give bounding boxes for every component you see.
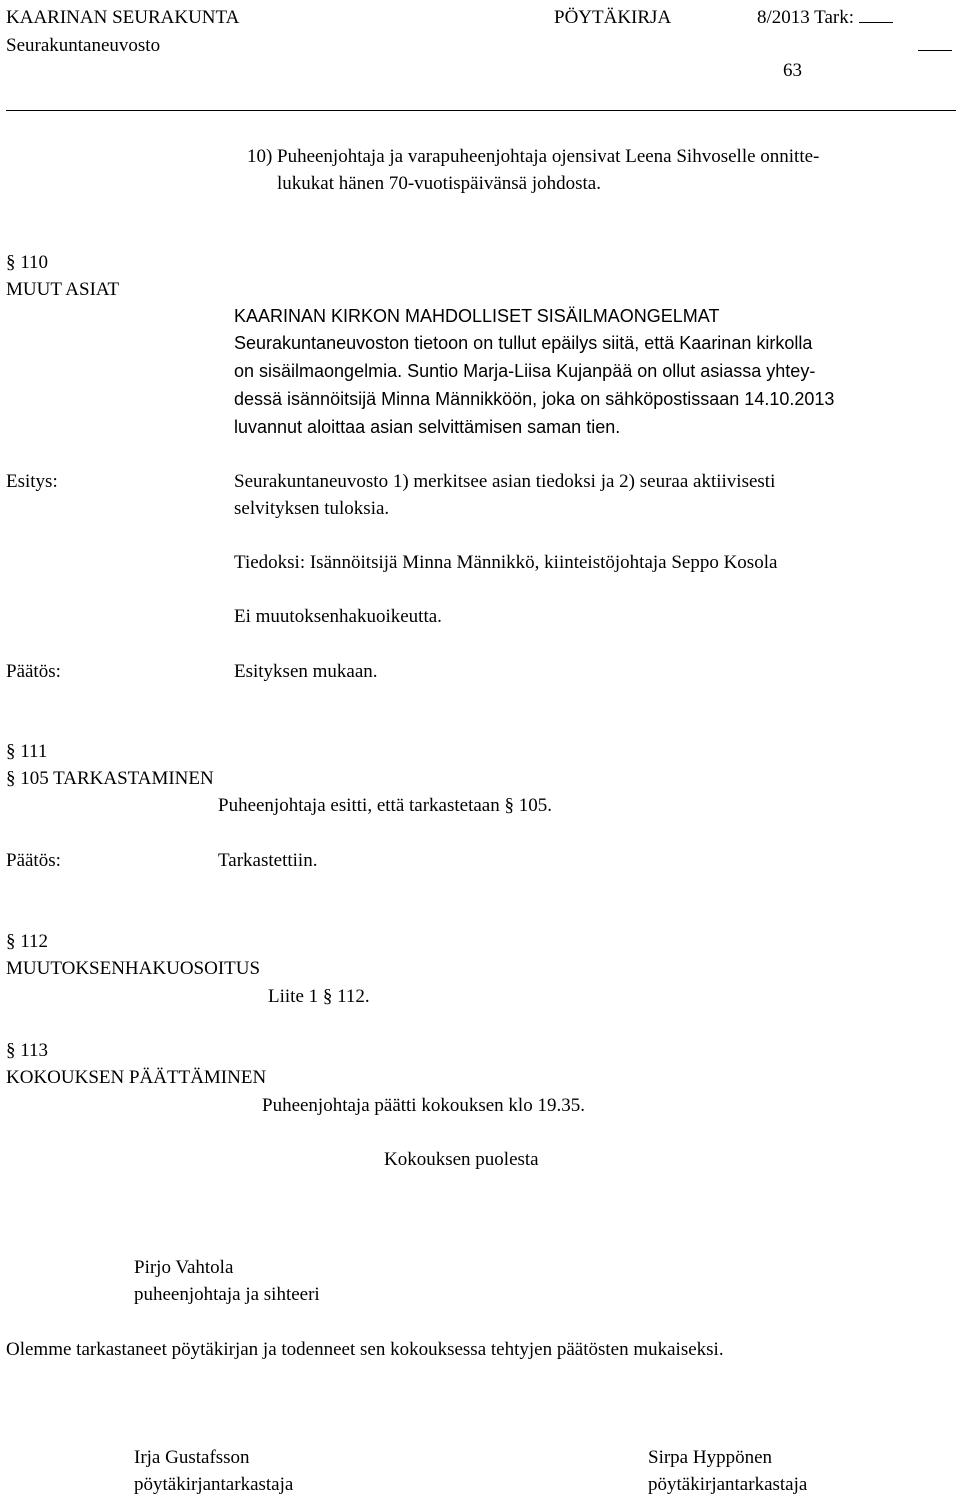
approval-statement: Olemme tarkastaneet pöytäkirjan ja todenneet sen kokouksessa tehtyjen päätösten mukaiseksi.: [6, 1339, 724, 1360]
s110-info: Tiedoksi: Isännöitsijä Minna Männikkö, kiinteistöjohtaja Seppo Kosola: [234, 552, 778, 573]
s110-body-line: on sisäilmaongelmia. Suntio Marja-Liisa Kujanpää on ollut asiassa yhtey-: [234, 361, 816, 381]
s110-body-line: Seurakuntaneuvoston tietoon on tullut epäilys siitä, että Kaarinan kirkolla: [234, 333, 813, 353]
chair-name: Pirjo Vahtola: [134, 1257, 234, 1278]
body-name: Seurakuntaneuvosto: [6, 35, 161, 56]
checker-blank-2: [918, 32, 952, 59]
s110-paragraph: § 110: [6, 252, 49, 273]
s111-decision-label: Päätös:: [6, 850, 61, 871]
checker-blank: [859, 21, 893, 23]
s110-category: MUUT ASIAT: [6, 279, 120, 300]
s111-decision: Tarkastettiin.: [218, 850, 318, 871]
s110-title: KAARINAN KIRKON MAHDOLLISET SISÄILMAONGELMAT: [234, 306, 720, 326]
item10-number: 10): [247, 146, 273, 167]
item10-line1: Puheenjohtaja ja varapuheenjohtaja ojensivat Leena Sihvoselle onnitte-: [277, 146, 820, 167]
s110-proposal-line: Seurakuntaneuvosto 1) merkitsee asian tiedoksi ja 2) seuraa aktiivisesti: [234, 471, 776, 492]
s111-title: § 105 TARKASTAMINEN: [6, 768, 214, 789]
page-number: 63: [783, 60, 802, 81]
s110-appeal: Ei muutoksenhakuoikeutta.: [234, 606, 442, 627]
chair-role: puheenjohtaja ja sihteeri: [134, 1284, 320, 1305]
checker1-name: Irja Gustafsson: [134, 1447, 250, 1468]
s112-text: Liite 1 § 112.: [268, 986, 370, 1007]
s113-title: KOKOUKSEN PÄÄTTÄMINEN: [6, 1067, 267, 1088]
checker2-role: pöytäkirjantarkastaja: [648, 1474, 808, 1495]
checker1-role: pöytäkirjantarkastaja: [134, 1474, 294, 1495]
s111-paragraph: § 111: [6, 741, 48, 762]
s112-paragraph: § 112: [6, 931, 49, 952]
meeting-label: 8/2013 Tark:: [757, 7, 855, 28]
s110-proposal-label: Esitys:: [6, 471, 58, 492]
header-divider: [6, 110, 956, 111]
checker2-name: Sirpa Hyppönen: [648, 1447, 773, 1468]
s110-decision: Esityksen mukaan.: [234, 661, 378, 682]
s111-text: Puheenjohtaja esitti, että tarkastetaan § 105.: [218, 795, 552, 816]
on-behalf-heading: Kokouksen puolesta: [384, 1149, 539, 1170]
meeting-number: [757, 4, 893, 31]
document-type: PÖYTÄKIRJA: [554, 7, 672, 28]
s112-title: MUUTOKSENHAKUOSOITUS: [6, 958, 261, 979]
item10-line2: lukukat hänen 70-vuotispäivänsä johdosta.: [277, 173, 601, 194]
s113-paragraph: § 113: [6, 1040, 49, 1061]
s113-text: Puheenjohtaja päätti kokouksen klo 19.35.: [262, 1095, 585, 1116]
s110-decision-label: Päätös:: [6, 661, 61, 682]
s110-body-line: luvannut aloittaa asian selvittämisen saman tien.: [234, 417, 621, 437]
org-name: KAARINAN SEURAKUNTA: [6, 7, 240, 28]
s110-proposal-line: selvityksen tuloksia.: [234, 498, 390, 519]
s110-body-line: dessä isännöitsijä Minna Männikköön, joka on sähköpostissaan 14.10.2013: [234, 389, 835, 409]
